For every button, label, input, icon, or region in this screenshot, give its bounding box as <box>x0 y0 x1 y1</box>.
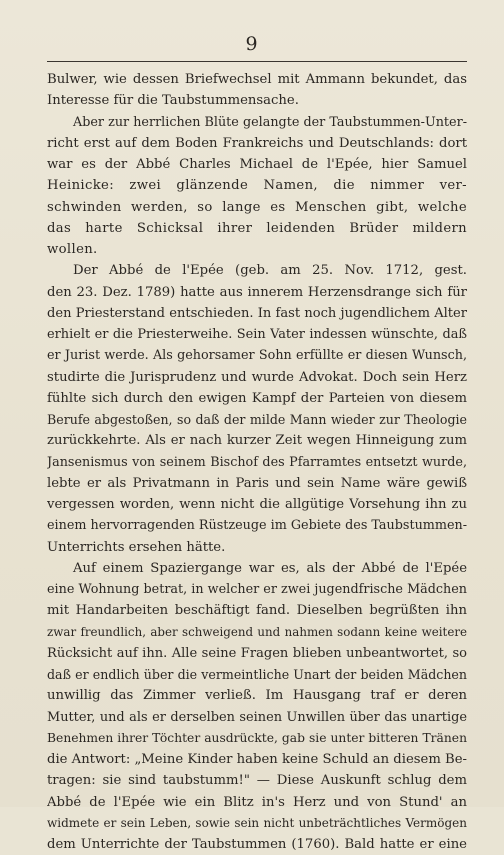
text-line: einem hervorragenden Rüstzeuge im Gebiete des Taubstummen- <box>47 518 467 534</box>
text-line: Interesse für die Taubstummensache. <box>47 93 299 109</box>
text-line: zurückkehrte. Als er nach kurzer Zeit wegen Hinneigung zum <box>47 433 467 449</box>
text-line: erhielt er die Priesterweihe. Sein Vater indessen wünschte, daß <box>47 327 467 342</box>
text-line: eine Wohnung betrat, in welcher er zwei jugendfrische Mädchen <box>47 582 467 597</box>
text-line: wollen. <box>47 242 98 257</box>
text-line: richt erst auf dem Boden Frankreichs und Deutschlands: dort <box>47 135 467 151</box>
page-number: 9 <box>245 33 259 55</box>
text-line: mit Handarbeiten beschäftigt fand. Dieselben begrüßten ihn <box>47 603 467 619</box>
text-line: Mutter, und als er derselben seinen Unwillen über das unartige <box>47 709 467 725</box>
text-line: Der Abbé de l'Epée (geb. am 25. Nov. 1712, gest. <box>73 263 467 279</box>
header-rule <box>47 61 467 62</box>
body-text <box>47 69 467 855</box>
text-line: lebte er als Privatmann in Paris und sein Name wäre gewiß <box>47 475 467 491</box>
text-line: Auf einem Spaziergange war es, als der Abbé de l'Epée <box>73 560 467 576</box>
text-line: Unterrichts ersehen hätte. <box>47 539 226 555</box>
text-line: er Jurist werde. Als gehorsamer Sohn erfüllte er diesen Wunsch, <box>47 348 467 364</box>
text-line: widmete er sein Leben, sowie sein nicht unbeträchtliches Vermögen <box>47 815 467 830</box>
text-line: Heinicke: zwei glänzende Namen, die nimmer ver- <box>47 178 467 194</box>
text-line: daß er endlich über die vermeintliche Unart der beiden Mädchen <box>47 667 467 682</box>
text-line: unwillig das Zimmer verließ. Im Hausgang traf er deren <box>47 688 467 704</box>
text-line: das harte Schicksal ihrer leidenden Brüder mildern <box>47 220 467 236</box>
text-line: Benehmen ihrer Töchter ausdrückte, gab sie unter bitteren Tränen <box>47 730 467 745</box>
text-line: war es der Abbé Charles Michael de l'Epée, hier Samuel <box>47 157 467 172</box>
text-line: den 23. Dez. 1789) hatte aus innerem Herzensdrange sich für <box>47 284 467 300</box>
text-line: schwinden werden, so lange es Menschen gibt, welche <box>47 199 467 215</box>
text-line: dem Unterrichte der Taubstummen (1760). Bald hatte er eine <box>47 837 467 852</box>
text-line: Bulwer, wie dessen Briefwechsel mit Ammann bekundet, das <box>47 72 467 87</box>
text-line: zwar freundlich, aber schweigend und nahmen sodann keine weitere <box>47 624 467 639</box>
text-line: fühlte sich durch den ewigen Kampf der Parteien von diesem <box>47 390 467 406</box>
text-line: Rücksicht auf ihn. Alle seine Fragen blieben unbeantwortet, so <box>47 645 467 661</box>
text-line: Abbé de l'Epée wie ein Blitz in's Herz und von Stund' an <box>47 794 467 810</box>
text-line: den Priesterstand entschieden. In fast noch jugendlichem Alter <box>47 305 467 321</box>
text-line: vergessen worden, wenn nicht die allgütige Vorsehung ihn zu <box>47 497 467 512</box>
text-line: studirte die Jurisprudenz und wurde Advokat. Doch sein Herz <box>47 369 467 385</box>
text-line: Berufe abgestoßen, so daß der milde Mann wieder zur Theologie <box>47 412 467 427</box>
text-line: die Antwort: „Meine Kinder haben keine Schuld an diesem Be- <box>47 752 467 767</box>
text-line: Aber zur herrlichen Blüte gelangte der Taubstummen-Unter- <box>73 114 467 130</box>
text-line: Jansenismus von seinem Bischof des Pfarramtes entsetzt wurde, <box>47 454 467 470</box>
text-line: tragen: sie sind taubstumm!" — Diese Auskunft schlug dem <box>47 773 467 789</box>
